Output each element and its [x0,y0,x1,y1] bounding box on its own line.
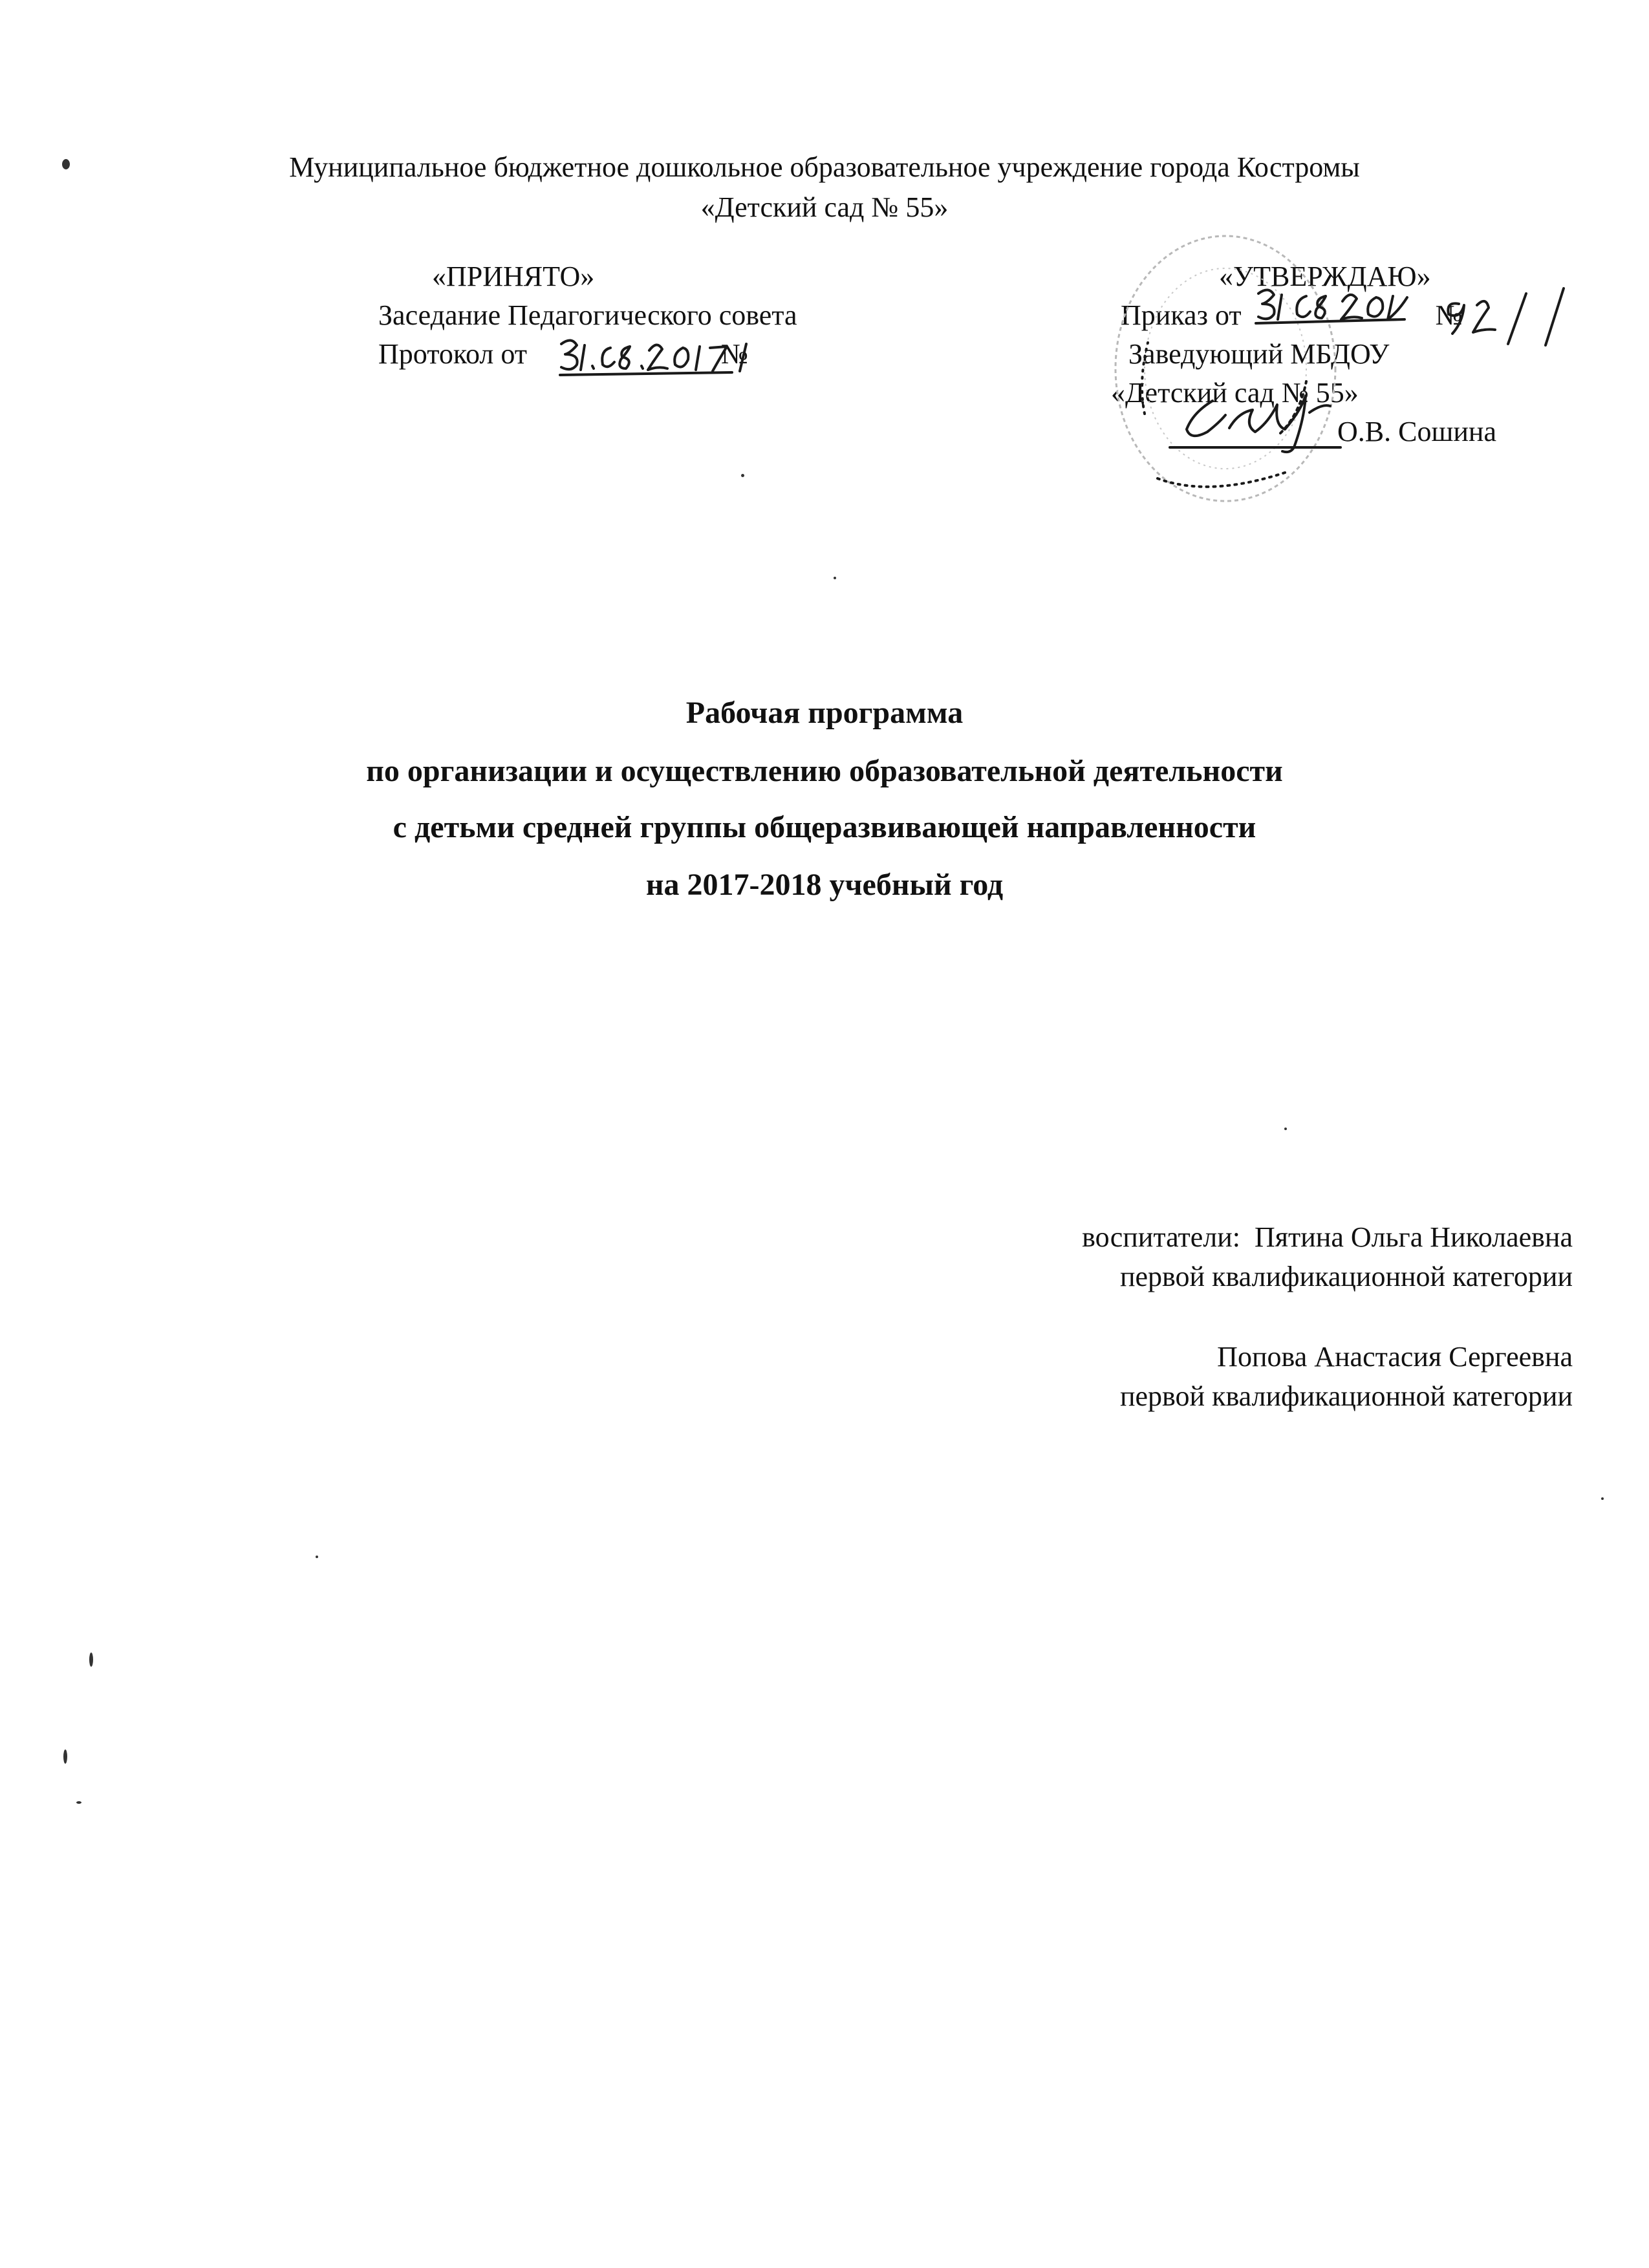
order-prefix: Приказ от [1121,299,1242,331]
approved-signatory: О.В. Сошина [1337,416,1496,447]
title-academic-year: на 2017-2018 учебный год [645,868,1004,902]
scan-speck [1284,1128,1287,1130]
authors-role: воспитатели: [1082,1221,1240,1253]
approved-heading: «УТВЕРЖДАЮ» [1219,261,1431,292]
approved-position: Заведующий МБДОУ [1128,338,1390,370]
scan-speck [316,1556,318,1558]
accepted-heading: «ПРИНЯТО» [432,261,595,292]
scan-speck [741,474,744,477]
protocol-date-handwriting [557,331,764,383]
order-number-sign: № [1435,299,1463,331]
organization-name: Муниципальное бюджетное дошкольное образовательное учреждение города Костромы [289,151,1360,183]
approved-kindergarten: «Детский сад № 55» [1111,377,1359,409]
scan-speck [62,159,70,169]
teacher1-category: первой квалификационной категории [1119,1261,1573,1292]
accepted-council: Заседание Педагогического совета [378,299,797,331]
teacher2-name: Попова Анастасия Сергеевна [1217,1341,1573,1373]
director-signature [1167,387,1348,458]
protocol-number-sign: № [721,338,748,370]
scan-speck [76,1801,81,1804]
order-date-handwriting [1255,282,1604,353]
protocol-prefix: Протокол от [378,338,528,370]
document-title: Рабочая программа [685,696,964,730]
teacher1-name: Пятина Ольга Николаевна [1255,1221,1573,1253]
scan-speck [1601,1497,1604,1500]
official-stamp [1099,220,1345,537]
teacher2-category: первой квалификационной категории [1119,1380,1573,1412]
scan-speck [63,1749,67,1764]
title-subject: по организации и осуществлению образовательной деятельности [366,754,1283,788]
teacher1-line [1082,1219,1573,1256]
organization-short-name: «Детский сад № 55» [700,191,949,223]
scan-speck [89,1653,93,1667]
scan-speck [834,577,836,579]
title-audience: с детьми средней группы общеразвивающей направленности [393,810,1256,844]
